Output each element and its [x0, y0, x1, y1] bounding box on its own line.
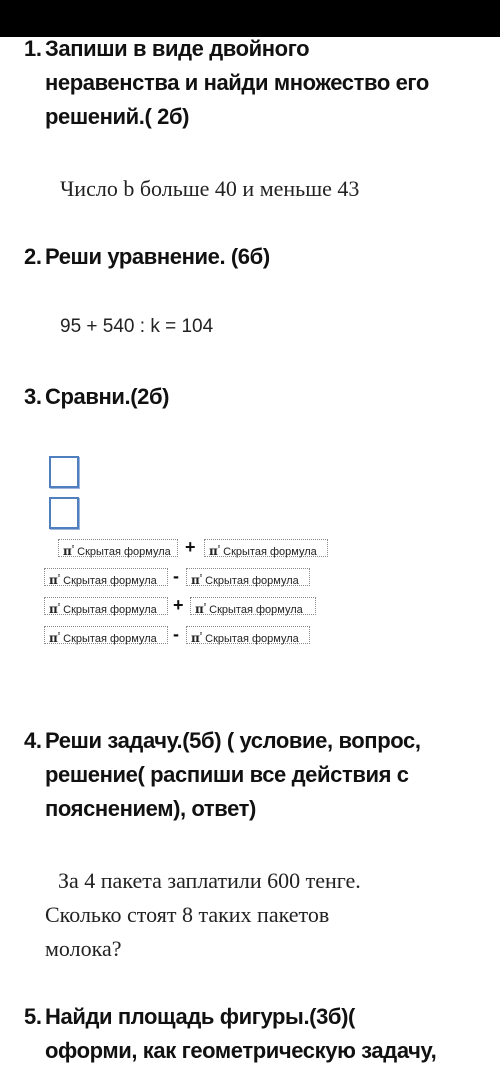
task-4-body: [45, 864, 465, 966]
operator-2: -: [173, 566, 179, 586]
operator-3: +: [173, 595, 184, 615]
exponent: ²: [217, 545, 221, 552]
task-4-body-line-3: молока?: [45, 936, 122, 961]
comparison-row-1: [58, 539, 330, 559]
task-2-number: 2.: [24, 244, 42, 269]
hidden-formula-3a[interactable]: [44, 597, 168, 615]
exponent: ²: [57, 632, 61, 639]
task-4-body-line-2: Сколько стоят 8 таких пакетов: [45, 902, 330, 927]
task-4-title-line-2: решение( распиши все действия с: [45, 762, 409, 787]
hidden-formula-label: Скрытая формула: [63, 575, 157, 587]
pi-icon: π: [191, 573, 200, 587]
task-4-title-line-3: пояснением), ответ): [45, 796, 256, 821]
exponent: ²: [57, 574, 61, 581]
hidden-formula-1b[interactable]: [204, 539, 328, 557]
pi-icon: π: [49, 573, 58, 587]
hidden-formula-2b[interactable]: [186, 568, 310, 586]
exponent: ²: [203, 603, 207, 610]
hidden-formula-label: Скрытая формула: [205, 575, 299, 587]
task-1-title-line-1: Запиши в виде двойного: [45, 36, 310, 61]
task-2-heading: [24, 240, 474, 274]
task-5-heading: [24, 1000, 474, 1068]
task-2-equation: 95 + 540 : k = 104: [60, 316, 214, 337]
pi-icon: π: [63, 544, 72, 558]
operator-4: -: [173, 624, 179, 644]
pi-icon: π: [195, 602, 204, 616]
task-1-heading: [24, 32, 474, 134]
task-5-title-line-2: оформи, как геометрическую задачу,: [45, 1038, 437, 1063]
task-3-heading: [24, 380, 474, 414]
pi-icon: π: [209, 544, 218, 558]
comparison-row-2: [44, 568, 310, 588]
hidden-formula-label: Скрытая формула: [209, 604, 303, 616]
task-3-title: Сравни.(2б): [45, 384, 170, 409]
hidden-formula-3b[interactable]: [190, 597, 316, 615]
answer-checkbox-1[interactable]: [49, 456, 79, 488]
exponent: ²: [199, 632, 203, 639]
task-3-number: 3.: [24, 384, 42, 409]
hidden-formula-label: Скрытая формула: [63, 633, 157, 645]
hidden-formula-label: Скрытая формула: [223, 546, 317, 558]
task-1-title-line-2: неравенства и найди множество его: [45, 70, 429, 95]
task-1-body: Число b больше 40 и меньше 43: [60, 176, 360, 201]
task-4-heading: [24, 724, 474, 826]
task-2-title: Реши уравнение. (6б): [45, 244, 270, 269]
hidden-formula-label: Скрытая формула: [63, 604, 157, 616]
pi-icon: π: [191, 631, 200, 645]
comparison-row-4: [44, 626, 310, 646]
exponent: ²: [71, 545, 75, 552]
task-5-number: 5.: [24, 1004, 42, 1029]
hidden-formula-2a[interactable]: [44, 568, 168, 586]
exponent: ²: [57, 603, 61, 610]
hidden-formula-label: Скрытая формула: [205, 633, 299, 645]
operator-1: +: [185, 537, 196, 557]
exponent: ²: [199, 574, 203, 581]
hidden-formula-1a[interactable]: [58, 539, 178, 557]
pi-icon: π: [49, 602, 58, 616]
pi-icon: π: [49, 631, 58, 645]
task-4-title-line-1: Реши задачу.(5б) ( условие, вопрос,: [45, 728, 421, 753]
hidden-formula-4b[interactable]: [186, 626, 310, 644]
task-1-title-line-3: решений.( 2б): [45, 104, 190, 129]
hidden-formula-4a[interactable]: [44, 626, 168, 644]
task-5-title-line-1: Найди площадь фигуры.(3б)(: [45, 1004, 355, 1029]
comparison-row-3: [44, 597, 316, 617]
task-4-body-line-1: За 4 пакета заплатили 600 тенге.: [58, 868, 361, 893]
task-1-number: 1.: [24, 36, 42, 61]
task-4-number: 4.: [24, 728, 42, 753]
hidden-formula-label: Скрытая формула: [77, 546, 171, 558]
answer-checkbox-2[interactable]: [49, 497, 79, 529]
